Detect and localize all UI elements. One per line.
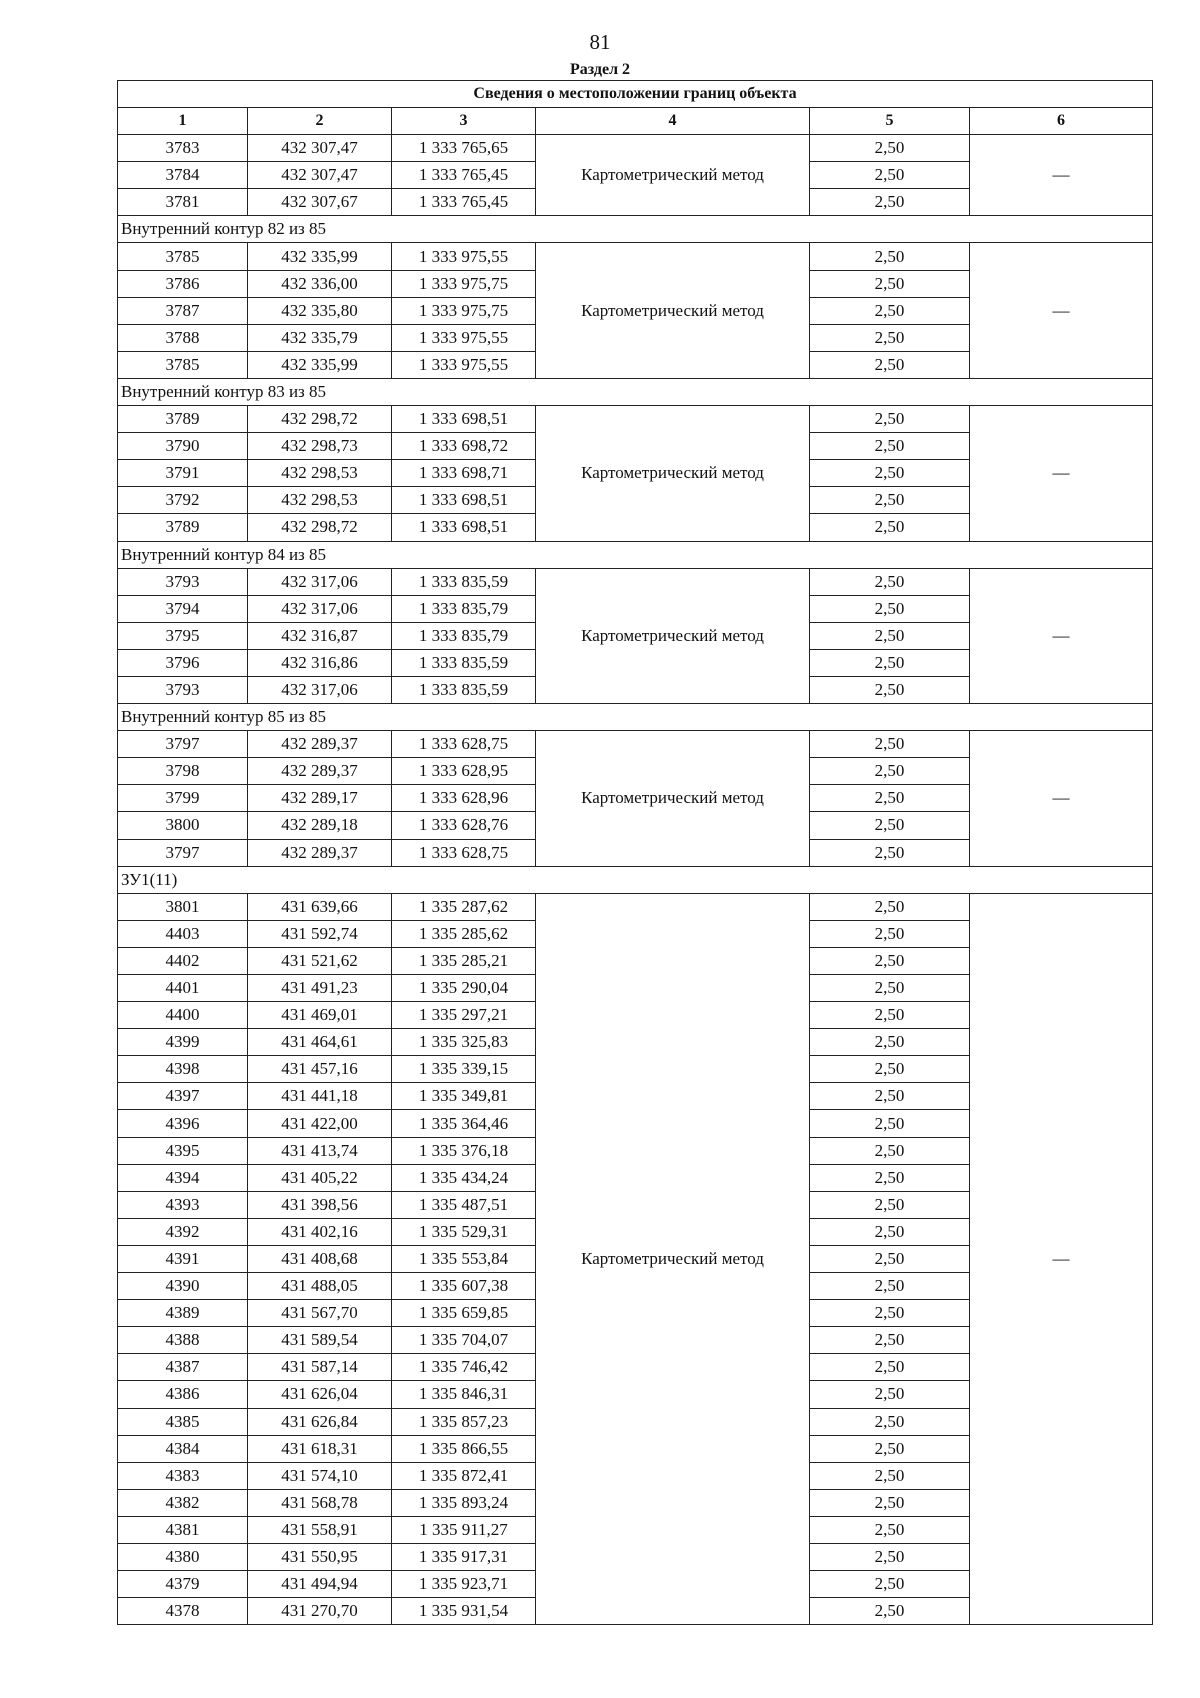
coord-y: 1 335 529,31 [392,1218,536,1245]
accuracy-value: 2,50 [810,135,970,162]
column-header: 6 [970,108,1153,135]
coord-x: 431 618,31 [248,1435,392,1462]
accuracy-value: 2,50 [810,514,970,541]
coord-y: 1 335 364,46 [392,1110,536,1137]
point-number: 3799 [118,785,248,812]
accuracy-value: 2,50 [810,568,970,595]
accuracy-value: 2,50 [810,676,970,703]
coord-y: 1 333 975,55 [392,351,536,378]
column-header: 1 [118,108,248,135]
point-number: 4399 [118,1029,248,1056]
accuracy-value: 2,50 [810,622,970,649]
accuracy-value: 2,50 [810,839,970,866]
point-number: 3801 [118,893,248,920]
point-number: 3797 [118,731,248,758]
point-number: 4402 [118,947,248,974]
accuracy-value: 2,50 [810,270,970,297]
accuracy-value: 2,50 [810,351,970,378]
column6-dash: — [970,893,1153,1625]
method-cell: Картометрический метод [536,406,810,541]
point-number: 4395 [118,1137,248,1164]
point-number: 4387 [118,1354,248,1381]
point-number: 3787 [118,297,248,324]
coord-x: 431 639,66 [248,893,392,920]
coord-y: 1 333 835,79 [392,622,536,649]
coord-x: 432 317,06 [248,595,392,622]
coord-x: 432 336,00 [248,270,392,297]
point-number: 4394 [118,1164,248,1191]
coord-x: 431 457,16 [248,1056,392,1083]
coord-x: 431 558,91 [248,1516,392,1543]
point-number: 3795 [118,622,248,649]
coord-y: 1 335 607,38 [392,1273,536,1300]
point-number: 4393 [118,1191,248,1218]
coord-y: 1 333 835,79 [392,595,536,622]
coord-x: 431 626,04 [248,1381,392,1408]
coord-y: 1 335 487,51 [392,1191,536,1218]
contour-label: ЗУ1(11) [118,866,1153,893]
accuracy-value: 2,50 [810,1408,970,1435]
point-number: 4378 [118,1598,248,1625]
point-number: 4386 [118,1381,248,1408]
accuracy-value: 2,50 [810,460,970,487]
point-number: 3788 [118,324,248,351]
contour-label: Внутренний контур 85 из 85 [118,704,1153,731]
table-row [118,243,1153,270]
point-number: 3790 [118,433,248,460]
coord-y: 1 335 846,31 [392,1381,536,1408]
contour-label-row [118,378,1153,405]
coord-y: 1 335 911,27 [392,1516,536,1543]
accuracy-value: 2,50 [810,1164,970,1191]
accuracy-value: 2,50 [810,758,970,785]
coord-y: 1 335 285,62 [392,920,536,947]
contour-label-row [118,866,1153,893]
coord-y: 1 335 659,85 [392,1300,536,1327]
point-number: 4396 [118,1110,248,1137]
coord-x: 431 626,84 [248,1408,392,1435]
point-number: 4389 [118,1300,248,1327]
point-number: 4392 [118,1218,248,1245]
coord-y: 1 333 628,96 [392,785,536,812]
accuracy-value: 2,50 [810,1056,970,1083]
coord-x: 431 488,05 [248,1273,392,1300]
coord-x: 432 289,18 [248,812,392,839]
accuracy-value: 2,50 [810,1571,970,1598]
table-caption: Сведения о местоположении границ объекта [118,81,1153,108]
table-row [118,135,1153,162]
section-title: Раздел 2 [569,61,631,78]
coord-x: 431 405,22 [248,1164,392,1191]
coord-y: 1 333 628,95 [392,758,536,785]
method-cell: Картометрический метод [536,135,810,216]
accuracy-value: 2,50 [810,1110,970,1137]
coord-x: 431 469,01 [248,1002,392,1029]
point-number: 4391 [118,1245,248,1272]
accuracy-value: 2,50 [810,243,970,270]
coord-y: 1 335 872,41 [392,1462,536,1489]
contour-label-row [118,541,1153,568]
coord-y: 1 333 628,75 [392,731,536,758]
point-number: 3786 [118,270,248,297]
coord-y: 1 335 287,62 [392,893,536,920]
accuracy-value: 2,50 [810,1543,970,1570]
coord-y: 1 335 285,21 [392,947,536,974]
coord-x: 432 289,37 [248,839,392,866]
accuracy-value: 2,50 [810,920,970,947]
coord-x: 431 413,74 [248,1137,392,1164]
column6-dash: — [970,731,1153,866]
coord-y: 1 335 917,31 [392,1543,536,1570]
accuracy-value: 2,50 [810,1002,970,1029]
point-number: 3789 [118,514,248,541]
point-number: 3794 [118,595,248,622]
boundary-coordinates-table [117,80,1153,1625]
coord-x: 431 464,61 [248,1029,392,1056]
table-row [118,568,1153,595]
coord-x: 432 307,47 [248,162,392,189]
coord-y: 1 333 765,45 [392,162,536,189]
coord-y: 1 335 297,21 [392,1002,536,1029]
coord-x: 432 298,72 [248,406,392,433]
point-number: 3793 [118,676,248,703]
point-number: 4388 [118,1327,248,1354]
point-number: 4400 [118,1002,248,1029]
coord-y: 1 335 931,54 [392,1598,536,1625]
coord-x: 432 307,47 [248,135,392,162]
coord-x: 431 567,70 [248,1300,392,1327]
coord-y: 1 335 325,83 [392,1029,536,1056]
coord-x: 432 298,53 [248,460,392,487]
accuracy-value: 2,50 [810,1083,970,1110]
coord-y: 1 335 893,24 [392,1489,536,1516]
coord-x: 431 592,74 [248,920,392,947]
coord-x: 431 441,18 [248,1083,392,1110]
coord-y: 1 335 290,04 [392,975,536,1002]
column6-dash: — [970,568,1153,703]
accuracy-value: 2,50 [810,785,970,812]
coord-x: 431 402,16 [248,1218,392,1245]
point-number: 4382 [118,1489,248,1516]
coord-x: 431 587,14 [248,1354,392,1381]
coord-y: 1 333 698,72 [392,433,536,460]
accuracy-value: 2,50 [810,1354,970,1381]
accuracy-value: 2,50 [810,1245,970,1272]
point-number: 4379 [118,1571,248,1598]
coord-x: 432 298,53 [248,487,392,514]
accuracy-value: 2,50 [810,1029,970,1056]
accuracy-value: 2,50 [810,1327,970,1354]
contour-label: Внутренний контур 83 из 85 [118,378,1153,405]
method-cell: Картометрический метод [536,893,810,1625]
accuracy-value: 2,50 [810,812,970,839]
point-number: 3797 [118,839,248,866]
method-cell: Картометрический метод [536,568,810,703]
coord-x: 432 289,17 [248,785,392,812]
accuracy-value: 2,50 [810,1489,970,1516]
coord-x: 431 270,70 [248,1598,392,1625]
coord-x: 432 289,37 [248,731,392,758]
accuracy-value: 2,50 [810,1137,970,1164]
contour-label: Внутренний контур 84 из 85 [118,541,1153,568]
coord-y: 1 333 975,75 [392,270,536,297]
accuracy-value: 2,50 [810,324,970,351]
accuracy-value: 2,50 [810,487,970,514]
table-body [118,135,1153,1625]
contour-label-row [118,216,1153,243]
contour-label-row [118,704,1153,731]
accuracy-value: 2,50 [810,649,970,676]
coord-x: 432 335,99 [248,351,392,378]
coord-y: 1 333 975,55 [392,243,536,270]
point-number: 3789 [118,406,248,433]
point-number: 4384 [118,1435,248,1462]
point-number: 3792 [118,487,248,514]
coord-x: 431 408,68 [248,1245,392,1272]
column-header: 5 [810,108,970,135]
column6-dash: — [970,135,1153,216]
contour-label: Внутренний контур 82 из 85 [118,216,1153,243]
accuracy-value: 2,50 [810,1516,970,1543]
point-number: 4380 [118,1543,248,1570]
point-number: 3781 [118,189,248,216]
coord-x: 431 422,00 [248,1110,392,1137]
point-number: 3793 [118,568,248,595]
coord-y: 1 333 835,59 [392,676,536,703]
point-number: 4383 [118,1462,248,1489]
coord-x: 432 316,86 [248,649,392,676]
column6-dash: — [970,243,1153,378]
point-number: 3791 [118,460,248,487]
coord-y: 1 335 339,15 [392,1056,536,1083]
page-number: 81 [589,30,611,54]
accuracy-value: 2,50 [810,947,970,974]
table-row [118,731,1153,758]
coord-y: 1 333 975,75 [392,297,536,324]
point-number: 3785 [118,243,248,270]
coord-x: 431 589,54 [248,1327,392,1354]
coord-x: 432 307,67 [248,189,392,216]
accuracy-value: 2,50 [810,162,970,189]
accuracy-value: 2,50 [810,595,970,622]
accuracy-value: 2,50 [810,975,970,1002]
coord-y: 1 335 376,18 [392,1137,536,1164]
point-number: 4390 [118,1273,248,1300]
point-number: 3798 [118,758,248,785]
coord-y: 1 333 835,59 [392,649,536,676]
accuracy-value: 2,50 [810,1191,970,1218]
coord-y: 1 333 628,75 [392,839,536,866]
accuracy-value: 2,50 [810,1435,970,1462]
column-header: 3 [392,108,536,135]
point-number: 4385 [118,1408,248,1435]
coord-x: 432 298,72 [248,514,392,541]
coord-y: 1 333 698,51 [392,406,536,433]
accuracy-value: 2,50 [810,1381,970,1408]
point-number: 3800 [118,812,248,839]
point-number: 3783 [118,135,248,162]
coord-x: 431 494,94 [248,1571,392,1598]
coord-x: 432 298,73 [248,433,392,460]
coord-x: 431 521,62 [248,947,392,974]
column-header: 4 [536,108,810,135]
coord-x: 431 398,56 [248,1191,392,1218]
point-number: 4401 [118,975,248,1002]
table-row [118,406,1153,433]
coord-y: 1 335 434,24 [392,1164,536,1191]
coord-y: 1 335 349,81 [392,1083,536,1110]
accuracy-value: 2,50 [810,1462,970,1489]
coord-y: 1 335 857,23 [392,1408,536,1435]
coord-y: 1 335 553,84 [392,1245,536,1272]
point-number: 4403 [118,920,248,947]
coord-x: 432 317,06 [248,568,392,595]
point-number: 4381 [118,1516,248,1543]
accuracy-value: 2,50 [810,189,970,216]
accuracy-value: 2,50 [810,893,970,920]
column-header: 2 [248,108,392,135]
accuracy-value: 2,50 [810,1218,970,1245]
accuracy-value: 2,50 [810,433,970,460]
coord-y: 1 335 704,07 [392,1327,536,1354]
coord-x: 431 568,78 [248,1489,392,1516]
coord-x: 432 335,79 [248,324,392,351]
point-number: 4397 [118,1083,248,1110]
coord-y: 1 333 698,51 [392,487,536,514]
coord-y: 1 333 975,55 [392,324,536,351]
method-cell: Картометрический метод [536,731,810,866]
accuracy-value: 2,50 [810,1598,970,1625]
coord-y: 1 333 765,65 [392,135,536,162]
accuracy-value: 2,50 [810,297,970,324]
method-cell: Картометрический метод [536,243,810,378]
coord-x: 431 550,95 [248,1543,392,1570]
coord-y: 1 335 866,55 [392,1435,536,1462]
coord-x: 432 316,87 [248,622,392,649]
accuracy-value: 2,50 [810,1273,970,1300]
point-number: 3784 [118,162,248,189]
coord-y: 1 333 765,45 [392,189,536,216]
coord-x: 432 317,06 [248,676,392,703]
accuracy-value: 2,50 [810,1300,970,1327]
coord-x: 432 289,37 [248,758,392,785]
coord-x: 432 335,99 [248,243,392,270]
column-header-row [118,108,1153,135]
accuracy-value: 2,50 [810,406,970,433]
table-row [118,893,1153,920]
coord-x: 431 491,23 [248,975,392,1002]
point-number: 3796 [118,649,248,676]
coord-y: 1 333 835,59 [392,568,536,595]
coord-y: 1 333 698,51 [392,514,536,541]
point-number: 4398 [118,1056,248,1083]
coord-y: 1 333 698,71 [392,460,536,487]
point-number: 3785 [118,351,248,378]
coord-x: 431 574,10 [248,1462,392,1489]
coord-y: 1 333 628,76 [392,812,536,839]
coord-y: 1 335 746,42 [392,1354,536,1381]
coord-x: 432 335,80 [248,297,392,324]
accuracy-value: 2,50 [810,731,970,758]
column6-dash: — [970,406,1153,541]
coord-y: 1 335 923,71 [392,1571,536,1598]
